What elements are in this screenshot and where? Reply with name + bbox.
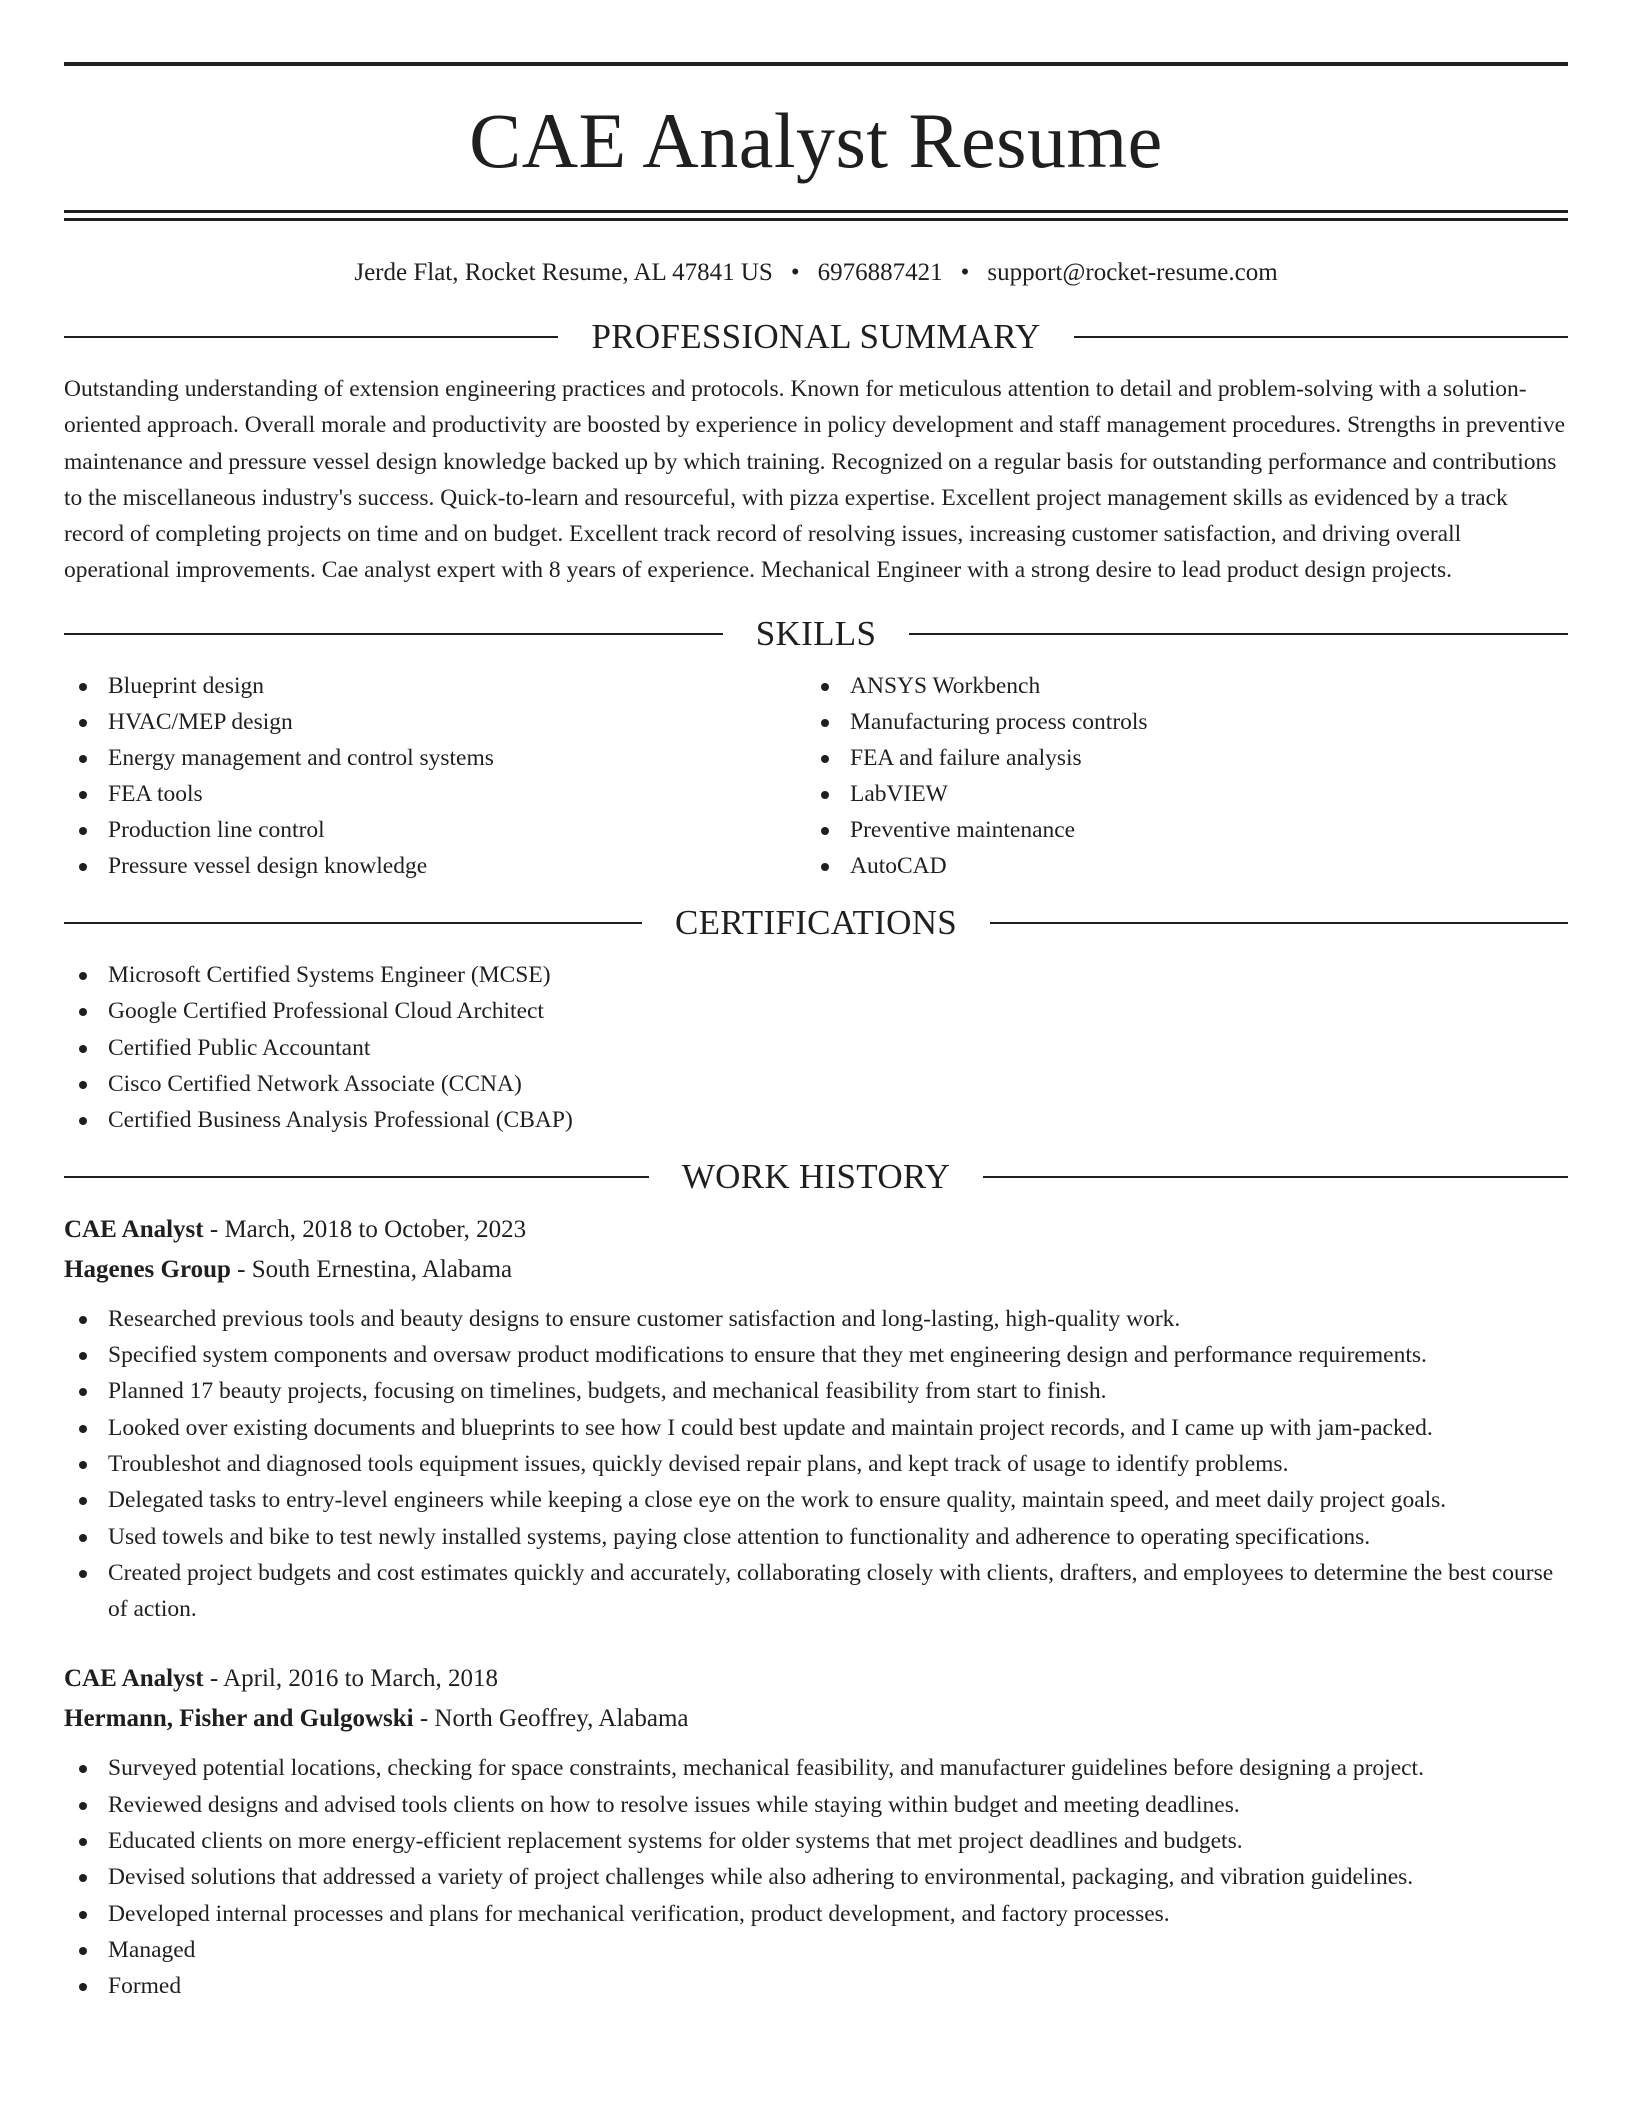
skills-heading bbox=[64, 612, 1568, 656]
list-item: HVAC/MEP design bbox=[64, 704, 806, 740]
list-item: Surveyed potential locations, checking for space constraints, mechanical feasibility, and manufacturer guidelines before designing a project. bbox=[64, 1750, 1568, 1786]
list-item: Blueprint design bbox=[64, 668, 806, 704]
job-role: CAE Analyst bbox=[64, 1215, 204, 1243]
job-company-line bbox=[64, 1699, 1568, 1739]
list-item: LabVIEW bbox=[806, 776, 1548, 812]
contact-line bbox=[64, 257, 1568, 289]
job-dates: - April, 2016 to March, 2018 bbox=[203, 1665, 499, 1693]
list-item: FEA tools bbox=[64, 776, 806, 812]
certifications-list bbox=[64, 957, 1568, 1137]
list-item: FEA and failure analysis bbox=[806, 740, 1548, 776]
title-double-rule bbox=[64, 210, 1568, 221]
list-item: Developed internal processes and plans for mechanical verification, product development, and factory processes. bbox=[64, 1896, 1568, 1932]
job-location: - South Ernestina, Alabama bbox=[230, 1255, 513, 1283]
job-company: Hagenes Group bbox=[64, 1255, 231, 1283]
list-item: Delegated tasks to entry-level engineers while keeping a close eye on the work to ensure quality, maintain speed, and meet daily project goals. bbox=[64, 1482, 1568, 1518]
heading-rule-right bbox=[983, 1176, 1568, 1178]
heading-rule-left bbox=[64, 1176, 649, 1178]
job-title-line bbox=[64, 1210, 1568, 1250]
job-company-line bbox=[64, 1250, 1568, 1290]
contact-separator: • bbox=[960, 259, 970, 286]
job-entry bbox=[64, 1210, 1568, 1628]
list-item: Microsoft Certified Systems Engineer (MCSE) bbox=[64, 957, 1568, 993]
list-item: Planned 17 beauty projects, focusing on timelines, budgets, and mechanical feasibility from start to finish. bbox=[64, 1373, 1568, 1409]
skills-list-right bbox=[806, 668, 1548, 885]
list-item: Manufacturing process controls bbox=[806, 704, 1548, 740]
list-item: Pressure vessel design knowledge bbox=[64, 848, 806, 884]
heading-rule-right bbox=[909, 633, 1568, 635]
job-bullets bbox=[64, 1750, 1568, 2004]
list-item: Production line control bbox=[64, 812, 806, 848]
list-item: Looked over existing documents and blueprints to see how I could best update and maintain project records, and I came up with jam-packed. bbox=[64, 1410, 1568, 1446]
summary-heading bbox=[64, 315, 1568, 359]
job-role: CAE Analyst bbox=[64, 1665, 204, 1693]
skills-columns bbox=[64, 668, 1568, 885]
job-dates: - March, 2018 to October, 2023 bbox=[203, 1215, 527, 1243]
list-item: Formed bbox=[64, 1968, 1568, 2004]
list-item: Certified Business Analysis Professional (CBAP) bbox=[64, 1102, 1568, 1138]
list-item: Troubleshot and diagnosed tools equipment issues, quickly devised repair plans, and kept track of usage to identify problems. bbox=[64, 1446, 1568, 1482]
top-rule bbox=[64, 62, 1568, 66]
list-item: ANSYS Workbench bbox=[806, 668, 1548, 704]
list-item: Google Certified Professional Cloud Architect bbox=[64, 993, 1568, 1029]
job-company: Hermann, Fisher and Gulgowski bbox=[64, 1705, 414, 1733]
section-title: SKILLS bbox=[755, 613, 877, 653]
list-item: Managed bbox=[64, 1932, 1568, 1968]
list-item: Cisco Certified Network Associate (CCNA) bbox=[64, 1066, 1568, 1102]
list-item: AutoCAD bbox=[806, 848, 1548, 884]
resume-content bbox=[64, 62, 1568, 2005]
heading-rule-left bbox=[64, 922, 642, 924]
job-entry bbox=[64, 1659, 1568, 2004]
list-item: Preventive maintenance bbox=[806, 812, 1548, 848]
job-title-line bbox=[64, 1659, 1568, 1699]
list-item: Used towels and bike to test newly installed systems, paying close attention to functionality and adherence to operating specifications. bbox=[64, 1519, 1568, 1555]
heading-rule-right bbox=[990, 922, 1568, 924]
page-title: CAE Analyst Resume bbox=[469, 97, 1163, 184]
contact-email: support@rocket-resume.com bbox=[987, 259, 1278, 286]
heading-rule-right bbox=[1074, 336, 1568, 338]
contact-separator: • bbox=[790, 259, 800, 286]
section-title: CERTIFICATIONS bbox=[674, 903, 958, 943]
list-item: Researched previous tools and beauty designs to ensure customer satisfaction and long-lasting, high-quality work. bbox=[64, 1301, 1568, 1337]
contact-address: Jerde Flat, Rocket Resume, AL 47841 US bbox=[354, 259, 773, 286]
list-item: Specified system components and oversaw product modifications to ensure that they met engineering design and performance requirements. bbox=[64, 1337, 1568, 1373]
heading-rule-left bbox=[64, 336, 558, 338]
summary-text: Outstanding understanding of extension engineering practices and protocols. Known for meticulous attention to detail and problem-solving with a solution-oriented approach. Overall morale and productivity are boosted by experience in policy development and staff management procedures. Strengths in preventive maintenance and pressure vessel design knowledge backed up by which training. Recognized on a regular basis for outstanding performance and contributions to the miscellaneous industry's success. Quick-to-learn and resourceful, with pizza expertise. Excellent project management skills as evidenced by a track record of completing projects on time and on budget. Excellent track record of resolving issues, increasing customer satisfaction, and driving overall operational improvements. Cae analyst expert with 8 years of experience. Mechanical Engineer with a strong desire to lead product design projects. bbox=[64, 376, 1566, 584]
work-history bbox=[64, 1210, 1568, 2005]
certifications-heading bbox=[64, 901, 1568, 945]
list-item: Devised solutions that addressed a variety of project challenges while also adhering to environmental, packaging, and vibration guidelines. bbox=[64, 1859, 1568, 1895]
job-location: - North Geoffrey, Alabama bbox=[413, 1705, 689, 1733]
section-title: PROFESSIONAL SUMMARY bbox=[591, 317, 1041, 356]
contact-phone: 6976887421 bbox=[817, 259, 943, 286]
list-item: Educated clients on more energy-efficient replacement systems for older systems that met project deadlines and budgets. bbox=[64, 1823, 1568, 1859]
work-heading bbox=[64, 1155, 1568, 1199]
section-title: WORK HISTORY bbox=[681, 1156, 951, 1196]
list-item: Reviewed designs and advised tools clients on how to resolve issues while staying within budget and meeting deadlines. bbox=[64, 1787, 1568, 1823]
list-item: Certified Public Accountant bbox=[64, 1030, 1568, 1066]
job-bullets bbox=[64, 1301, 1568, 1628]
skills-list-left bbox=[64, 668, 806, 885]
list-item: Energy management and control systems bbox=[64, 740, 806, 776]
heading-rule-left bbox=[64, 633, 723, 635]
list-item: Created project budgets and cost estimates quickly and accurately, collaborating closely with clients, drafters, and employees to determine the best course of action. bbox=[64, 1555, 1568, 1628]
